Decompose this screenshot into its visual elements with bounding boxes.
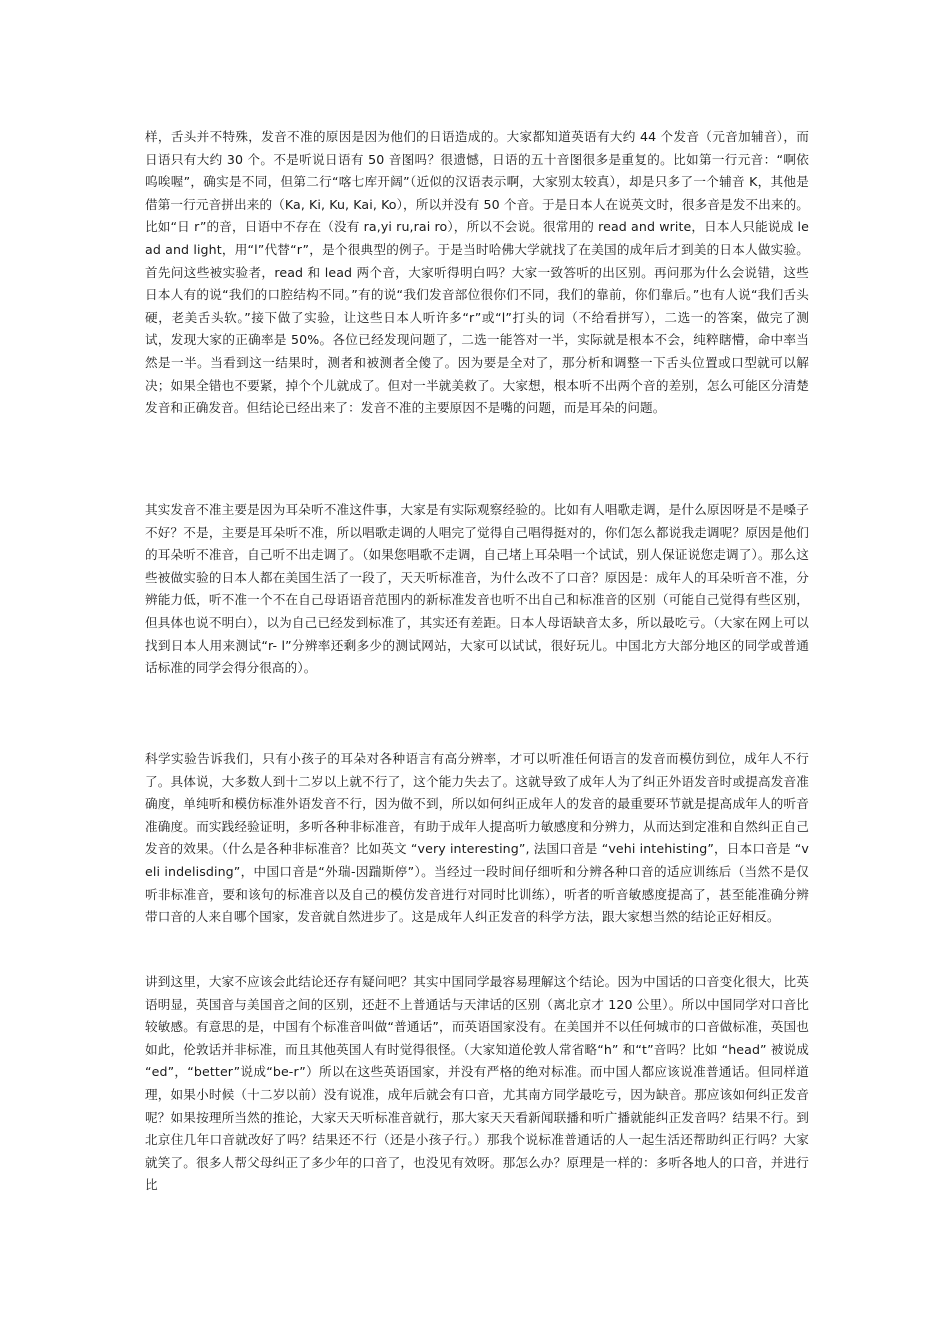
paragraph-japanese-english-experiment: 样，舌头并不特殊，发音不准的原因是因为他们的日语造成的。大家都知道英语有大约 44 个发音（元音加辅音），而日语只有大约 30 个。不是听说日语有 50 音图吗？很遗憾，日语的五十音图很多是重复的。比如第一行元音：“啊依呜唉喔”，确实是不同，但第二行“喀七库开阔”（近似的汉语表示啊，大家别太较真），却是只多了一个辅音 K，其他是借第一行元音拼出来的（Ka, Ki, Ku, Kai, Ko），所以并没有 50 个音。于是日本人在说英文时，很多音是发不出来的。比如“日 r”的音，日语中不存在（没有 ra,yi ru,rai ro），所以不会说。很常用的 read and write，日本人只能说成 lead and light，用“l”代替“r”，是个很典型的例子。于是当时哈佛大学就找了在美国的成年后才到美的日本人做实验。首先问这些被实验者，read 和 lead 两个音，大家听得明白吗？大家一致答听的出区别。再问那为什么会说错，这些日本人有的说“我们的口腔结构不同。”有的说“我们发音部位很你们不同，我们的靠前，你们靠后。”也有人说“我们舌头硬，老美舌头软。”接下做了实验，让这些日本人听许多“r”或“l”打头的词（不给看拼写），二选一的答案，做完了测试，发现大家的正确率是 50%。各位已经发现问题了，二选一能答对一半，实际就是根本不会，纯粹瞎懵，命中率当然是一半。当看到这一结果时，测者和被测者全傻了。因为要是全对了，那分析和调整一下舌头位置或口型就可以解决；如果全错也不要紧，掉个个儿就成了。但对一半就美救了。大家想，根本听不出两个音的差别，怎么可能区分清楚发音和正确发音。但结论已经出来了：发音不准的主要原因不是嘴的问题，而是耳朵的问题。 <box>145 129 809 416</box>
paragraph-scientific-experiment: 科学实验告诉我们，只有小孩子的耳朵对各种语言有高分辨率，才可以听准任何语言的发音而模仿到位，成年人不行了。具体说，大多数人到十二岁以上就不行了，这个能力失去了。这就导致了成年人为了纠正外语发音时或提高发音准确度，单纯听和模仿标准外语发音不行，因为做不到，所以如何纠正成年人的发音的最重要环节就是提高成年人的听音准确度。而实践经验证明，多听各种非标准音，有助于成年人提高听力敏感度和分辨力，从而达到定准和自然纠正自己发音的效果。（什么是各种非标准音？比如英文 “very interesting”, 法国口音是 “vehi intehisting”，日本口音是 “veli indelisding”，中国口音是“外瑞-因踹斯停”）。当经过一段时间仔细听和分辨各种口音的适应训练后（当然不是仅听非标准音，要和该句的标准音以及自己的模仿发音进行对同时比训练），听者的听音敏感度提高了，甚至能准确分辨带口音的人来自哪个国家，发音就自然进步了。这是成年人纠正发音的科学方法，跟大家想当然的结论正好相反。 <box>145 751 809 925</box>
paragraph-chinese-accents: 讲到这里，大家不应该会此结论还存有疑问吧？其实中国同学最容易理解这个结论。因为中国话的口音变化很大，比英语明显，英国音与美国音之间的区别，还赶不上普通话与天津话的区别（离北京才 120 公里）。所以中国同学对口音比较敏感。有意思的是，中国有个标准音叫做“普通话”，而英语国家没有。在美国并不以任何城市的口音做标准，英国也如此，伦敦话并非标准，而且其他英国人有时觉得很怪。（大家知道伦敦人常省略“h” 和“t”音吗？比如 “head” 被说成 “ed”，“better”说成“be-r”）所以在这些英语国家，并没有严格的绝对标准。而中国人都应该说准普通话。但同样道理，如果小时候（十二岁以前）没有说准，成年后就会有口音，尤其南方同学最吃亏，因为缺音。那应该如何纠正发音呢？如果按理所当然的推论，大家天天听标准音就行，那大家天天看新闻联播和听广播就能纠正发音吗？结果不行。到北京住几年口音就改好了吗？结果还不行（还是小孩子行。）那我个说标准普通话的人一起生活还帮助纠正行吗？大家就笑了。很多人帮父母纠正了多少年的口音了，也没见有效呀。那怎么办？原理是一样的：多听各地人的口音，并进行比 <box>145 974 809 1193</box>
paragraph-ear-accuracy: 其实发音不准主要是因为耳朵听不准这件事，大家是有实际观察经验的。比如有人唱歌走调，是什么原因呀是不是嗓子不好？不是，主要是耳朵听不准，所以唱歌走调的人唱完了觉得自己唱得挺对的，你们怎么都说我走调呢？原因是他们的耳朵听不准音，自己听不出走调了。（如果您唱歌不走调，自己堵上耳朵唱一个试试，别人保证说您走调了）。那么这些被做实验的日本人都在美国生活了一段了，天天听标准音，为什么改不了口音？原因是：成年人的耳朵听音不准，分辨能力低，听不准一个不在自己母语语音范围内的新标准发音也听不出自己和标准音的区别（可能自己觉得有些区别，但具体也说不明白），以为自己已经发到标准了，其实还有差距。日本人母语缺音太多，所以最吃亏。（大家在网上可以找到日本人用来测试“r- l”分辨率还剩多少的测试网站，大家可以试试，很好玩儿。中国北方大部分地区的同学或普通话标准的同学会得分很高的）。 <box>145 502 809 676</box>
